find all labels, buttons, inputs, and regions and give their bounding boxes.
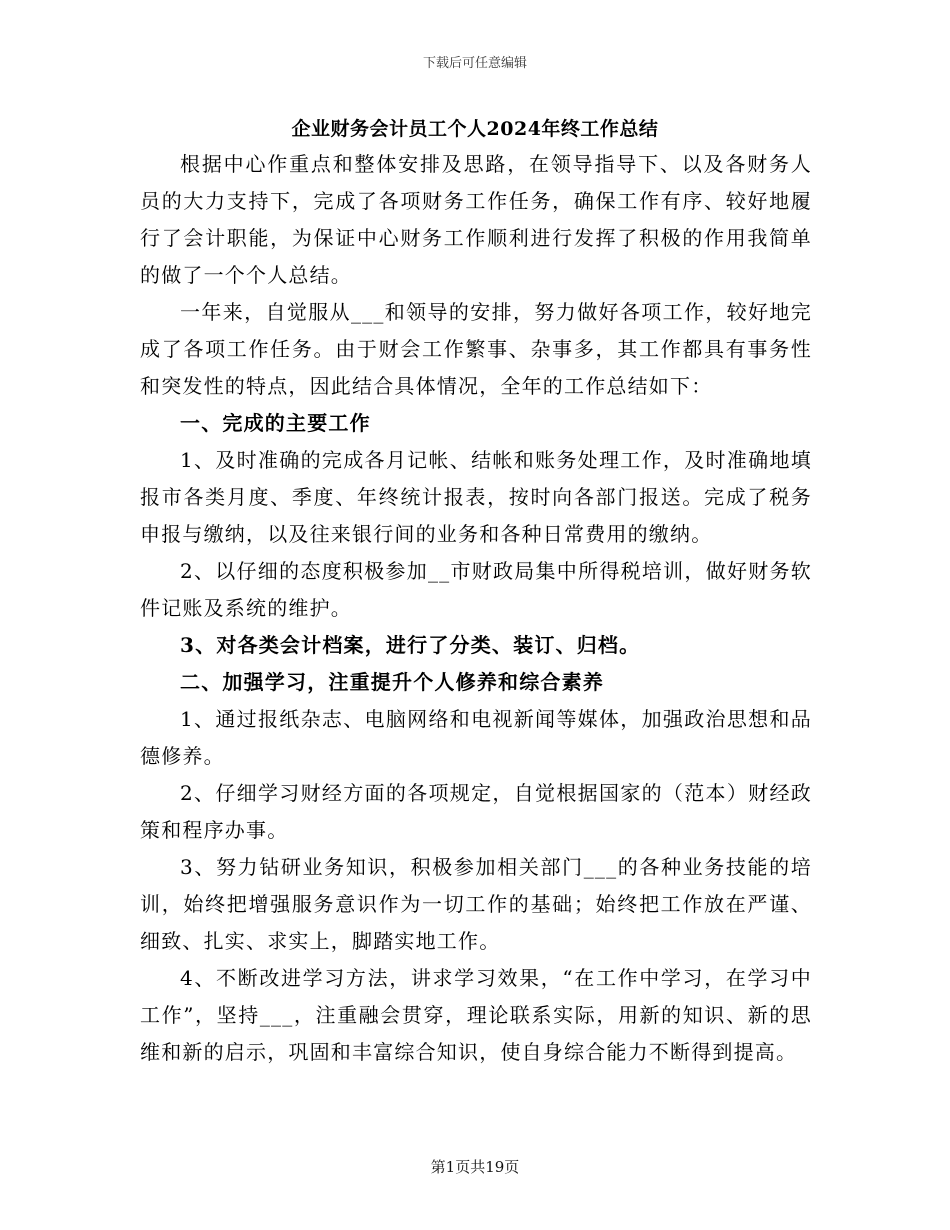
section-heading-learning: 二、加强学习，注重提升个人修养和综合素养	[180, 670, 604, 694]
section-heading-main-work: 一、完成的主要工作	[180, 411, 371, 435]
list-item-main-work-1: 1、及时准确的完成各月记帐、结帐和账务处理工作，及时准确地填报市各类月度、季度、年终统计报表，按时向各部门报送。完成了税务申报与缴纳，以及往来银行间的业务和各种日常费用的缴纳。	[140, 448, 812, 546]
list-item-main-work-2: 2、以仔细的态度积极参加__市财政局集中所得税培训，做好财务软件记账及系统的维护。	[140, 559, 812, 620]
page-number: 第1页共19页	[430, 1158, 520, 1176]
header-note: 下载后可任意编辑	[422, 56, 527, 71]
list-item-learning-1: 1、通过报纸杂志、电脑网络和电视新闻等媒体，加强政治思想和品德修养。	[140, 707, 812, 768]
document-body	[140, 146, 812, 1071]
list-item-learning-2: 2、仔细学习财经方面的各项规定，自觉根据国家的（范本）财经政策和程序办事。	[140, 781, 812, 842]
document-title: 企业财务会计员工个人2024年终工作总结	[291, 118, 659, 140]
list-item-learning-3: 3、努力钻研业务知识，积极参加相关部门___的各种业务技能的培训，始终把增强服务意识作为一切工作的基础；始终把工作放在严谨、细致、扎实、求实上，脚踏实地工作。	[140, 855, 812, 953]
paragraph-intro: 根据中心作重点和整体安排及思路，在领导指导下、以及各财务人员的大力支持下，完成了各项财务工作任务，确保工作有序、较好地履行了会计职能，为保证中心财务工作顺利进行发挥了积极的作用我简单的做了一个个人总结。	[140, 152, 812, 287]
list-item-main-work-3: 3、对各类会计档案，进行了分类、装订、归档。	[180, 633, 641, 657]
list-item-learning-4: 4、不断改进学习方法，讲求学习效果，“在工作中学习，在学习中工作”，坚持___，注重融会贯穿，理论联系实际，用新的知识、新的思维和新的启示，巩固和丰富综合知识，使自身综合能力不断得到提高。	[140, 966, 812, 1064]
paragraph-overview: 一年来，自觉服从___和领导的安排，努力做好各项工作，较好地完成了各项工作任务。由于财会工作繁事、杂事多，其工作都具有事务性和突发性的特点，因此结合具体情况，全年的工作总结如下：	[140, 300, 812, 398]
